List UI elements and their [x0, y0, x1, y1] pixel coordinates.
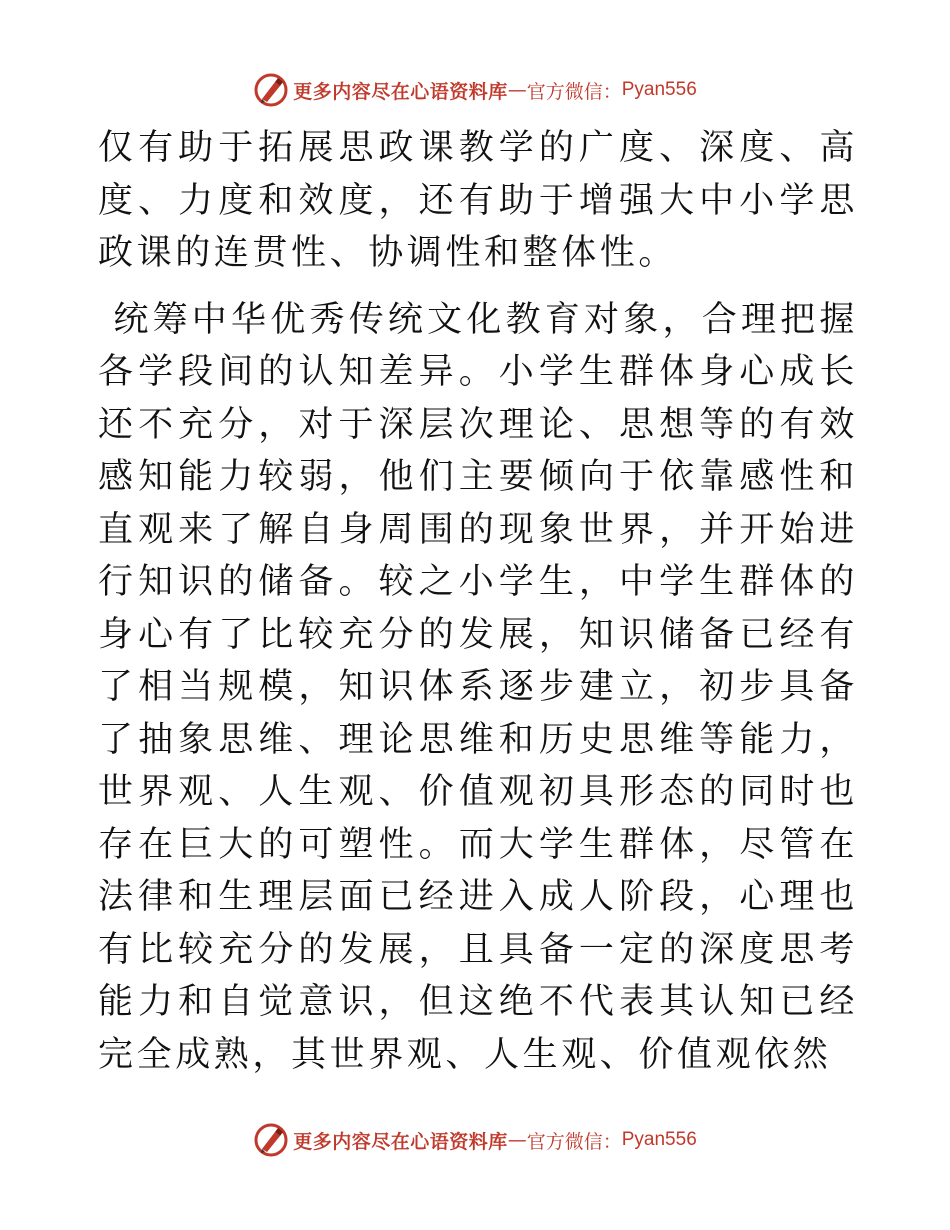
banner-wechat-label: 官方微信：: [526, 80, 622, 103]
document-body: [98, 122, 858, 1081]
banner-wechat-id: Pyan556: [621, 1129, 697, 1150]
footer-banner: [0, 1120, 950, 1160]
banner-promo-text: 更多内容尽在心语资料库: [293, 80, 508, 103]
banner-separator: —: [507, 1129, 527, 1151]
banner-promo-text: 更多内容尽在心语资料库: [293, 1130, 508, 1153]
body-paragraph-2: 统筹中华优秀传统文化教育对象，合理把握各学段间的认知差异。小学生群体身心成长还不充分，对于深层次理论、思想等的有效感知能力较弱，他们主要倾向于依靠感性和直观来了解自身周围的现象世界，并开始进行知识的储备。较之小学生，中学生群体的身心有了比较充分的发展，知识储备已经有了相当规模，知识体系逐步建立，初步具备了抽象思维、理论思维和历史思维等能力，世界观、人生观、价值观初具形态的同时也存在巨大的可塑性。而大学生群体，尽管在法律和生理层面已经进入成人阶段，心理也有比较充分的发展，且具备一定的深度思考能力和自觉意识，但这绝不代表其认知已经完全成熟，其世界观、人生观、价值观依然: [98, 299, 858, 1075]
header-banner: [0, 70, 950, 110]
banner-wechat-id: Pyan556: [621, 79, 697, 100]
banner-wechat-label: 官方微信：: [526, 1130, 622, 1153]
pen-logo-icon: [253, 72, 289, 108]
pen-logo-icon: [253, 1122, 289, 1158]
body-paragraph-1: 仅有助于拓展思政课教学的广度、深度、高度、力度和效度，还有助于增强大中小学思政课的连贯性、协调性和整体性。: [98, 128, 858, 273]
banner-separator: —: [507, 79, 527, 101]
